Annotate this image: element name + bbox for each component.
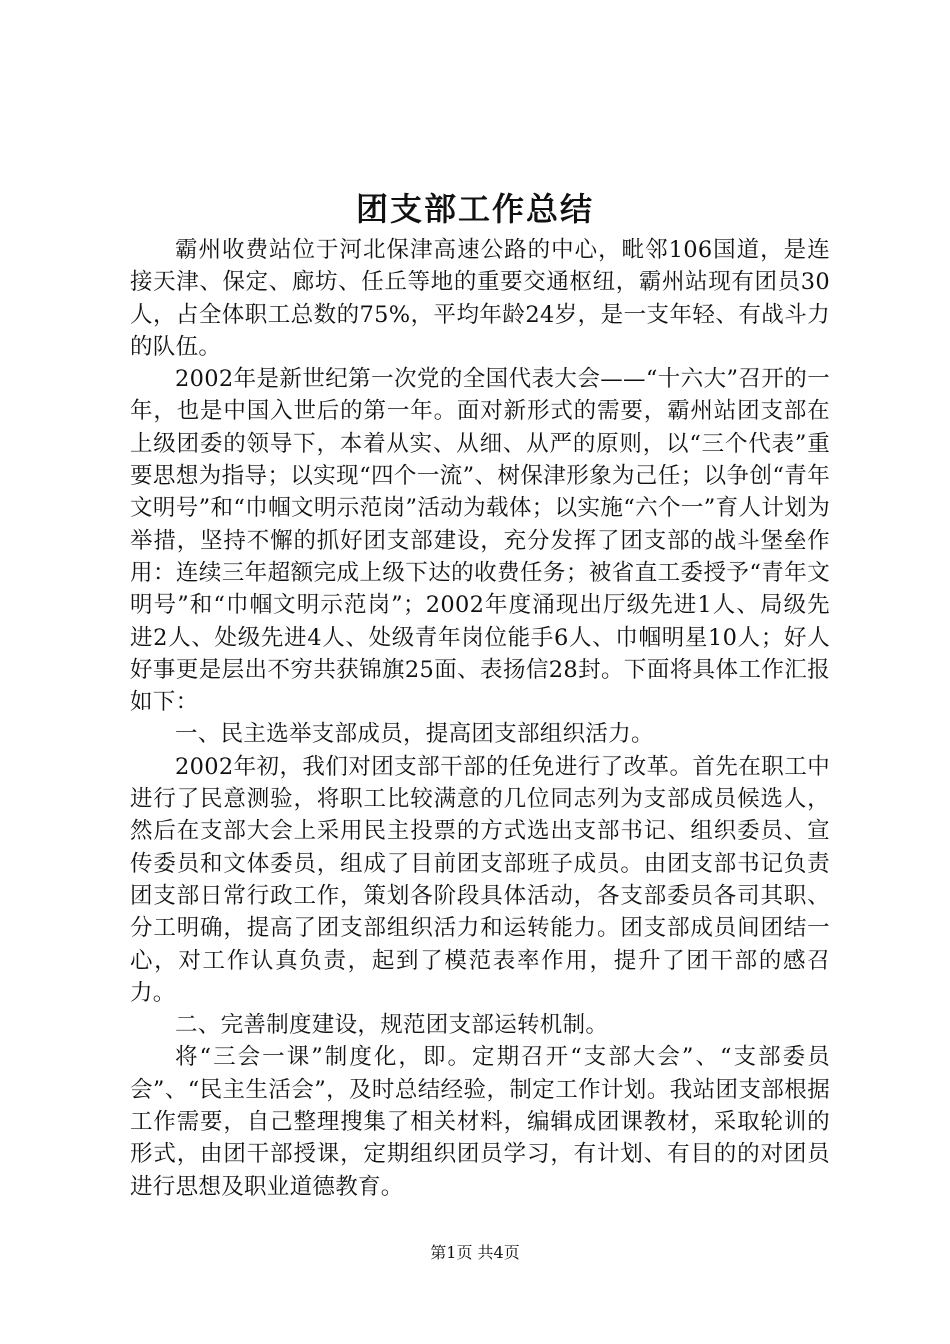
- section-heading-1: 一、民主选举支部成员，提高团支部组织活力。: [175, 721, 654, 748]
- section-heading-2: 二、完善制度建设，规范团支部运转机制。: [175, 1012, 609, 1039]
- page-number-footer: 第1页 共4页: [430, 1243, 520, 1262]
- paragraph-section-1: 2002年初，我们对团支部干部的任免进行了改革。首先在职工中进行了民意测验，将职工比较满意的几位同志列为支部成员候选人，然后在支部大会上采用民主投票的方式选出支部书记、组织委员、宣传委员和文体委员，组成了目前团支部班子成员。由团支部书记负责团支部日常行政工作，策划各阶段具体活动，各支部委员各司其职、分工明确，提高了团支部组织活力和运转能力。团支部成员间团结一心，对工作认真负责，起到了模范表率作用，提升了团干部的感召力。: [130, 753, 830, 1006]
- paragraph-section-2: 将“三会一课”制度化，即。定期召开“支部大会”、“支部委员会”、“民主生活会”，及时总结经验，制定工作计划。我站团支部根据工作需要，自己整理搜集了相关材料，编辑成团课教材，采取轮训的形式，由团干部授课，定期组织团员学习，有计划、有目的的对团员进行思想及职业道德教育。: [130, 1044, 830, 1200]
- document-title: 团支部工作总结: [355, 190, 594, 228]
- paragraph-overview: 2002年是新世纪第一次党的全国代表大会——“十六大”召开的一年，也是中国入世后的第一年。面对新形式的需要，霸州站团支部在上级团委的领导下，本着从实、从细、从严的原则，以“三个代表”重要思想为指导；以实现“四个一流”、树保津形象为己任；以争创“青年文明号”和“巾帼文明示范岗”活动为载体；以实施“六个一”育人计划为举措，坚持不懈的抓好团支部建设，充分发挥了团支部的战斗堡垒作用：连续三年超额完成上级下达的收费任务；被省直工委授予“青年文明号”和“巾帼文明示范岗”；2002年度涌现出厅级先进1人、局级先进2人、处级先进4人、处级青年岗位能手6人、巾帼明星10人；好人好事更是层出不穷共获锦旗25面、表扬信28封。下面将具体工作汇报如下：: [130, 366, 830, 716]
- document-body: [130, 234, 830, 1203]
- paragraph-intro: 霸州收费站位于河北保津高速公路的中心，毗邻106国道，是连接天津、保定、廊坊、任丘等地的重要交通枢纽，霸州站现有团员30人，占全体职工总数的75%，平均年龄24岁，是一支年轻、有战斗力的队伍。: [130, 237, 830, 360]
